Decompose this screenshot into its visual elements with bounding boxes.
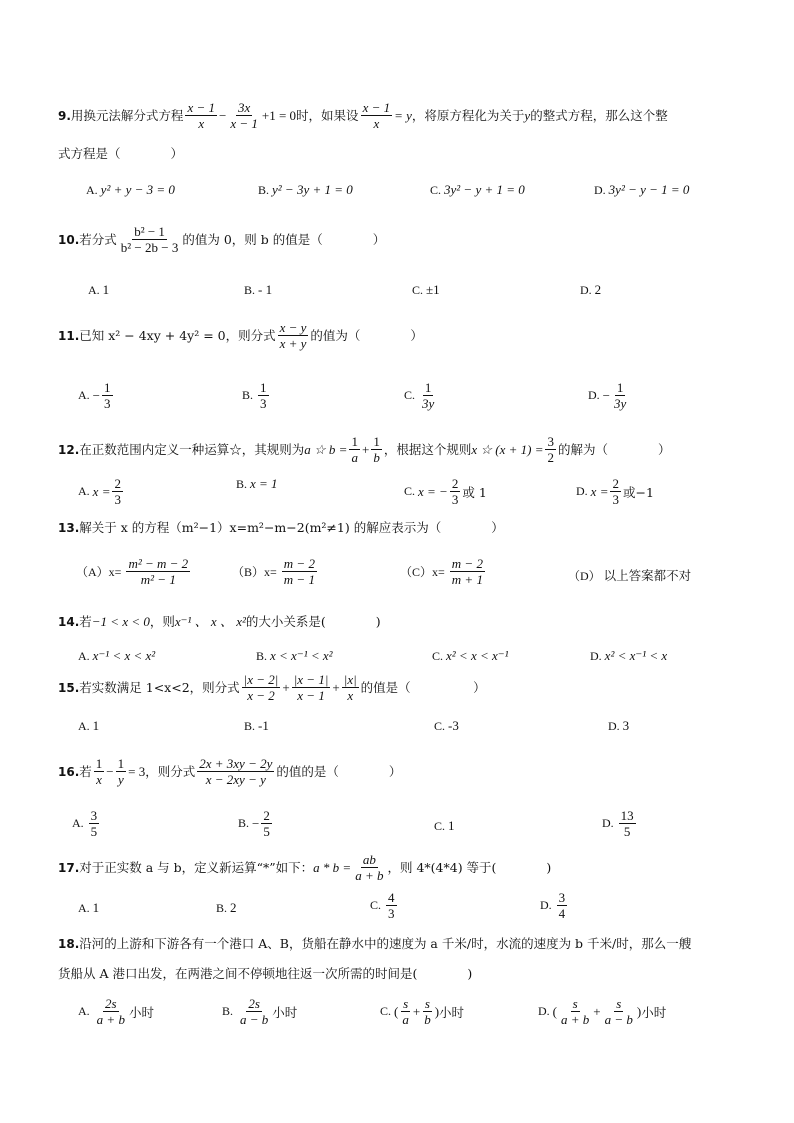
option-text: 1 [92,718,100,733]
option-text: y² + y − 3 = 0 [100,182,175,197]
denominator: 3 [114,492,121,507]
denominator: 5 [90,824,98,839]
question-13-options [76,556,764,596]
question-text: 时，如果设 [296,107,359,123]
fraction [112,476,123,507]
question-18-line1 [58,936,754,952]
option-c[interactable] [434,818,455,834]
option-a[interactable] [78,900,99,916]
variable: y [524,107,531,123]
question-text: 若 [79,763,92,779]
denominator: 3y [422,396,435,411]
option-text: x < x⁻¹ < x² [270,648,333,663]
option-label: B. [238,816,250,830]
fraction [603,996,635,1027]
denominator: x [347,688,354,703]
expression: x ☆ (x + 1) = [471,441,544,457]
sign: − [92,387,101,403]
option-label: D. [576,484,588,498]
option-text: 1 [92,900,100,915]
denominator: 5 [263,824,270,839]
numerator: 2 [263,808,270,823]
question-text: 的整式方程，那么这个整 [530,107,668,123]
option-b[interactable] [256,648,333,664]
equation-rest: +1 = 0 [261,107,297,123]
option-d[interactable] [608,718,629,734]
option-a[interactable] [78,648,155,664]
option-label: C. [380,1004,392,1018]
fraction [185,100,217,131]
question-number: 9. [58,108,71,123]
question-text: 的解为（ ） [557,441,671,457]
question-number: 10. [58,232,80,247]
question-text: 的值的是（ ） [276,763,402,779]
numerator: 1 [424,380,432,395]
option-text: x = [92,483,111,499]
numerator: 1 [260,380,267,395]
fraction [559,996,591,1027]
fraction [94,756,105,787]
question-18-line2 [58,966,754,982]
numerator: 2 [451,476,459,491]
denominator: x − 1 [297,688,325,703]
option-text: 3y² − y + 1 = 0 [444,182,525,197]
question-text: 的大小关系是( ) [245,614,381,629]
numerator: 1 [104,380,111,395]
option-label: B. [216,900,228,915]
option-label: C. [432,648,444,663]
option-a[interactable] [78,476,125,507]
option-text: x² < x < x⁻¹ [446,648,509,663]
denominator: a [351,450,358,465]
question-text: ，则 4*(4*4) 等于( ) [387,859,552,875]
numerator: 1 [616,380,624,395]
denominator: 3 [612,492,619,507]
question-text: 解关于 x 的方程（m²−1）x=m²−m−2(m²≠1) 的解应表示为（ ） [79,520,504,535]
question-text: 若分式 [79,231,117,247]
question-text: 对于正实数 a 与 b，定义新运算“*”如下： [79,859,314,875]
fraction [228,100,260,131]
fraction [386,890,397,921]
fraction [371,434,382,465]
compared-items: x⁻¹ 、 x 、 x² [174,614,246,629]
question-number: 17. [58,860,80,875]
denominator: m − 1 [283,572,315,587]
fraction [349,434,360,465]
question-number: 15. [58,680,80,695]
option-text: 2 [594,282,602,297]
question-text: 若 [79,614,92,629]
operator: − [218,107,227,123]
denominator: a − b [604,1012,633,1027]
operation: a ☆ b = [304,441,348,457]
fraction [422,996,433,1027]
option-c[interactable]: C. ( $\frac{s}{a}$ + $\frac{s}{b}$ ) 小时 [380,996,465,1027]
question-text: ，则 [149,614,175,629]
fraction [353,852,385,883]
fraction [361,100,393,131]
question-text: 用换元法解分式方程 [70,107,184,123]
option-d[interactable] [602,808,638,839]
denominator: y [117,772,124,787]
fraction [610,476,621,507]
fraction [242,672,281,703]
option-label: B. [242,388,254,402]
denominator: x − 1 [230,116,258,131]
option-text: x = − [418,483,448,499]
sign: − [602,387,611,403]
fraction [612,380,628,411]
numerator: 1 [95,756,103,771]
option-a[interactable] [86,182,175,198]
question-17-stem [58,852,754,883]
option-text: ±1 [426,282,440,297]
option-label: A. [78,718,90,733]
option-a[interactable] [78,996,154,1027]
option-label: C. [434,718,446,733]
numerator: |x − 2| [243,672,279,687]
option-text: 3 [622,718,630,733]
option-text: -1 [258,718,269,733]
numerator: s [424,996,430,1011]
question-12-options [78,476,764,516]
numerator: m − 2 [283,556,315,571]
option-label: A. [78,484,90,498]
question-number: 11. [58,328,80,343]
fraction [261,808,272,839]
option-b[interactable] [242,380,271,411]
option-d[interactable] [580,282,601,298]
sign: − [252,815,260,831]
question-number: 18. [58,937,80,951]
unit-label: 小时 [641,1004,667,1020]
denominator: b² − 2b − 3 [120,240,179,255]
option-d[interactable] [576,476,654,507]
question-text: 已知 x² − 4xy + 4y² = 0，则分式 [79,327,276,343]
option-c[interactable] [370,890,399,921]
operator: + [282,679,290,695]
fraction [282,556,317,587]
option-label: C. [370,898,382,912]
fraction [400,996,411,1027]
fraction [258,380,269,411]
numerator: x − 1 [187,100,215,115]
numerator: s [403,996,409,1011]
question-text: 的值为 0，则 b 的值是（ ） [182,231,386,247]
option-label: A. [86,182,98,197]
question-10-stem [58,224,754,255]
fraction [126,556,190,587]
fraction [342,672,359,703]
numerator: x − 1 [362,100,391,115]
equation-rest: = 3 [128,763,146,779]
option-label: （B）x= [232,565,277,579]
option-label: （A）x= [76,565,122,579]
substitution: = y [394,107,412,123]
question-text: 在正数范围内定义一种运算☆，其规则为 [79,441,305,457]
option-c[interactable] [404,380,438,411]
denominator: 5 [623,824,631,839]
denominator: m² − 1 [140,572,176,587]
option-a[interactable] [72,808,101,839]
fraction [119,224,181,255]
option-label: D. [538,1004,550,1018]
option-text: 1 [102,282,110,297]
option-text: x = [590,483,609,499]
fraction [89,808,100,839]
numerator: 2s [248,996,260,1011]
question-text: 式方程是（ ） [58,146,184,161]
operator: + [361,441,370,457]
option-text: - 1 [258,282,273,297]
question-number: 13. [58,521,80,535]
numerator: 3x [237,100,251,115]
option-label: B. [258,182,270,197]
question-text: 沿河的上游和下游各有一个港口 A、B，货船在静水中的速度为 a 千米/时，水流的速度为 b 千米/时，那么一艘 [79,936,692,951]
question-9-line2 [58,146,754,162]
option-label: D. [588,388,600,402]
denominator: 3 [260,396,267,411]
option-b[interactable] [216,900,237,916]
numerator: x − y [279,320,307,335]
denominator: a + b [561,1012,590,1027]
numerator: ab [362,852,376,867]
option-label: A. [78,1004,90,1018]
option-d[interactable] [588,380,630,411]
question-13-stem [58,520,754,536]
question-text: ，将原方程化为关于 [411,107,525,123]
fraction [238,996,270,1027]
question-10-options [78,282,764,322]
unit-label: 小时 [128,1004,154,1020]
option-suffix: 或−1 [622,484,654,500]
fraction [278,320,309,351]
fraction [619,808,636,839]
question-number: 14. [58,615,80,629]
option-label: C. [412,282,424,297]
option-label: B. [236,476,248,491]
option-d[interactable] [568,566,691,584]
option-text: 以上答案都不对 [603,568,692,583]
option-a[interactable] [78,380,115,411]
numerator: m − 2 [451,556,483,571]
denominator: x [198,116,205,131]
question-number: 12. [58,442,80,457]
option-label: D. [608,718,620,733]
option-c[interactable] [400,556,487,587]
unit-label: 小时 [272,1004,298,1020]
fraction [450,556,485,587]
numerator: 3 [90,808,98,823]
option-label: C. [404,484,416,498]
question-12-stem [58,434,754,465]
numerator: m² − m − 2 [128,556,189,571]
option-b[interactable] [258,182,353,198]
fraction [450,476,461,507]
option-text: 3y² − y − 1 = 0 [608,182,690,197]
operator: + [332,679,340,695]
denominator: a [402,1012,409,1027]
question-9-stem [58,100,754,131]
option-label: D. [540,898,552,912]
option-suffix: 或 1 [462,484,487,500]
option-b[interactable] [244,718,269,734]
question-number: 16. [58,764,80,779]
numerator: 13 [620,808,634,823]
option-label: A. [72,816,84,830]
denominator: 3 [104,396,111,411]
option-label: B. [244,282,256,297]
option-b[interactable] [222,996,297,1027]
denominator: 3 [451,492,459,507]
question-15-stem [58,672,754,703]
option-text: x² < x⁻¹ < x [604,648,668,663]
numerator: 2s [105,996,117,1011]
question-18-options [78,996,764,1036]
denominator: x + y [279,336,307,351]
fraction [292,672,331,703]
option-text: y² − 3y + 1 = 0 [272,182,353,197]
question-text: 的值是（ ） [360,679,486,695]
fraction [102,380,113,411]
question-16-options [72,808,764,848]
option-d[interactable] [540,890,569,921]
denominator: 3 [388,906,395,921]
option-text: x⁻¹ < x < x² [92,648,156,663]
option-label: （C）x= [400,565,445,579]
fraction [557,890,568,921]
option-label: B. [256,648,268,663]
option-c[interactable] [434,718,459,734]
unit-label: 小时 [439,1004,465,1020]
question-text: ，根据这个规则 [383,441,472,457]
option-label: B. [244,718,256,733]
question-text: ，则分式 [145,763,196,779]
question-16-stem [58,756,754,787]
question-14-stem [58,614,754,630]
denominator: 2 [547,450,554,465]
denominator: 4 [558,906,566,921]
option-label: D. [602,816,614,830]
numerator: 1 [117,756,125,771]
option-c[interactable] [412,282,440,298]
option-label: （D） [568,568,601,583]
numerator: s [616,996,622,1011]
option-d[interactable] [594,182,689,198]
denominator: b [373,450,380,465]
question-15-options [78,718,764,758]
option-a[interactable] [88,282,109,298]
option-c[interactable] [432,648,509,664]
option-c[interactable] [404,476,487,507]
option-a[interactable] [78,718,99,734]
option-b[interactable] [244,282,272,298]
fraction [420,380,436,411]
denominator: x [96,772,102,787]
option-text: 2 [230,900,237,915]
denominator: x − 2xy − y [205,772,266,787]
numerator: |x| [343,672,357,687]
question-text: 的值为（ ） [310,327,423,343]
denominator: m + 1 [451,572,483,587]
condition: −1 < x < 0 [91,614,150,629]
option-text: x = 1 [250,476,278,491]
option-label: C. [434,818,446,833]
numerator: 1 [373,434,380,449]
option-d[interactable]: D. ( $\frac{s}{a + b}$ + $\frac{s}{a - b}$ ) 小时 [538,996,667,1027]
denominator: x [373,116,380,131]
numerator: 1 [351,434,358,449]
operator: − [106,763,114,779]
option-label: D. [590,648,602,663]
option-text: -3 [448,718,459,733]
option-b[interactable] [238,808,274,839]
option-label: D. [580,282,592,297]
fraction [95,996,127,1027]
question-11-options [78,380,764,420]
numerator: 3 [547,434,554,449]
denominator: x − 2 [247,688,275,703]
option-d[interactable] [590,648,667,664]
option-c[interactable] [430,182,525,198]
denominator: b [424,1012,431,1027]
numerator: b² − 1 [134,224,165,239]
denominator: a + b [96,1012,125,1027]
denominator: 3y [614,396,627,411]
numerator: 3 [558,890,566,905]
option-label: A. [78,900,90,915]
fraction [197,756,274,787]
question-9-options [78,182,764,222]
numerator: |x − 1| [293,672,329,687]
denominator: a − b [240,1012,269,1027]
option-label: C. [404,388,416,402]
option-a[interactable] [76,556,192,587]
question-11-stem [58,320,754,351]
question-17-options [78,890,764,936]
operation: a * b = [313,859,352,875]
numerator: s [572,996,578,1011]
option-b[interactable] [236,476,278,492]
option-text: 1 [448,818,455,833]
option-label: B. [222,1004,234,1018]
numerator: 2 [612,476,619,491]
question-text: 货船从 A 港口出发，在两港之间不停顿地往返一次所需的时间是( ) [58,966,473,981]
option-label: A. [78,648,90,663]
option-label: A. [78,388,90,402]
numerator: 2 [114,476,121,491]
option-b[interactable] [232,556,319,587]
option-label: C. [430,182,442,197]
option-label: A. [88,282,100,297]
fraction [545,434,556,465]
option-label: D. [594,182,606,197]
question-text: 若实数满足 1<x<2，则分式 [79,679,240,695]
numerator: 4 [388,890,395,905]
denominator: a + b [355,868,384,883]
fraction [116,756,127,787]
numerator: 2x + 3xy − 2y [199,756,273,771]
